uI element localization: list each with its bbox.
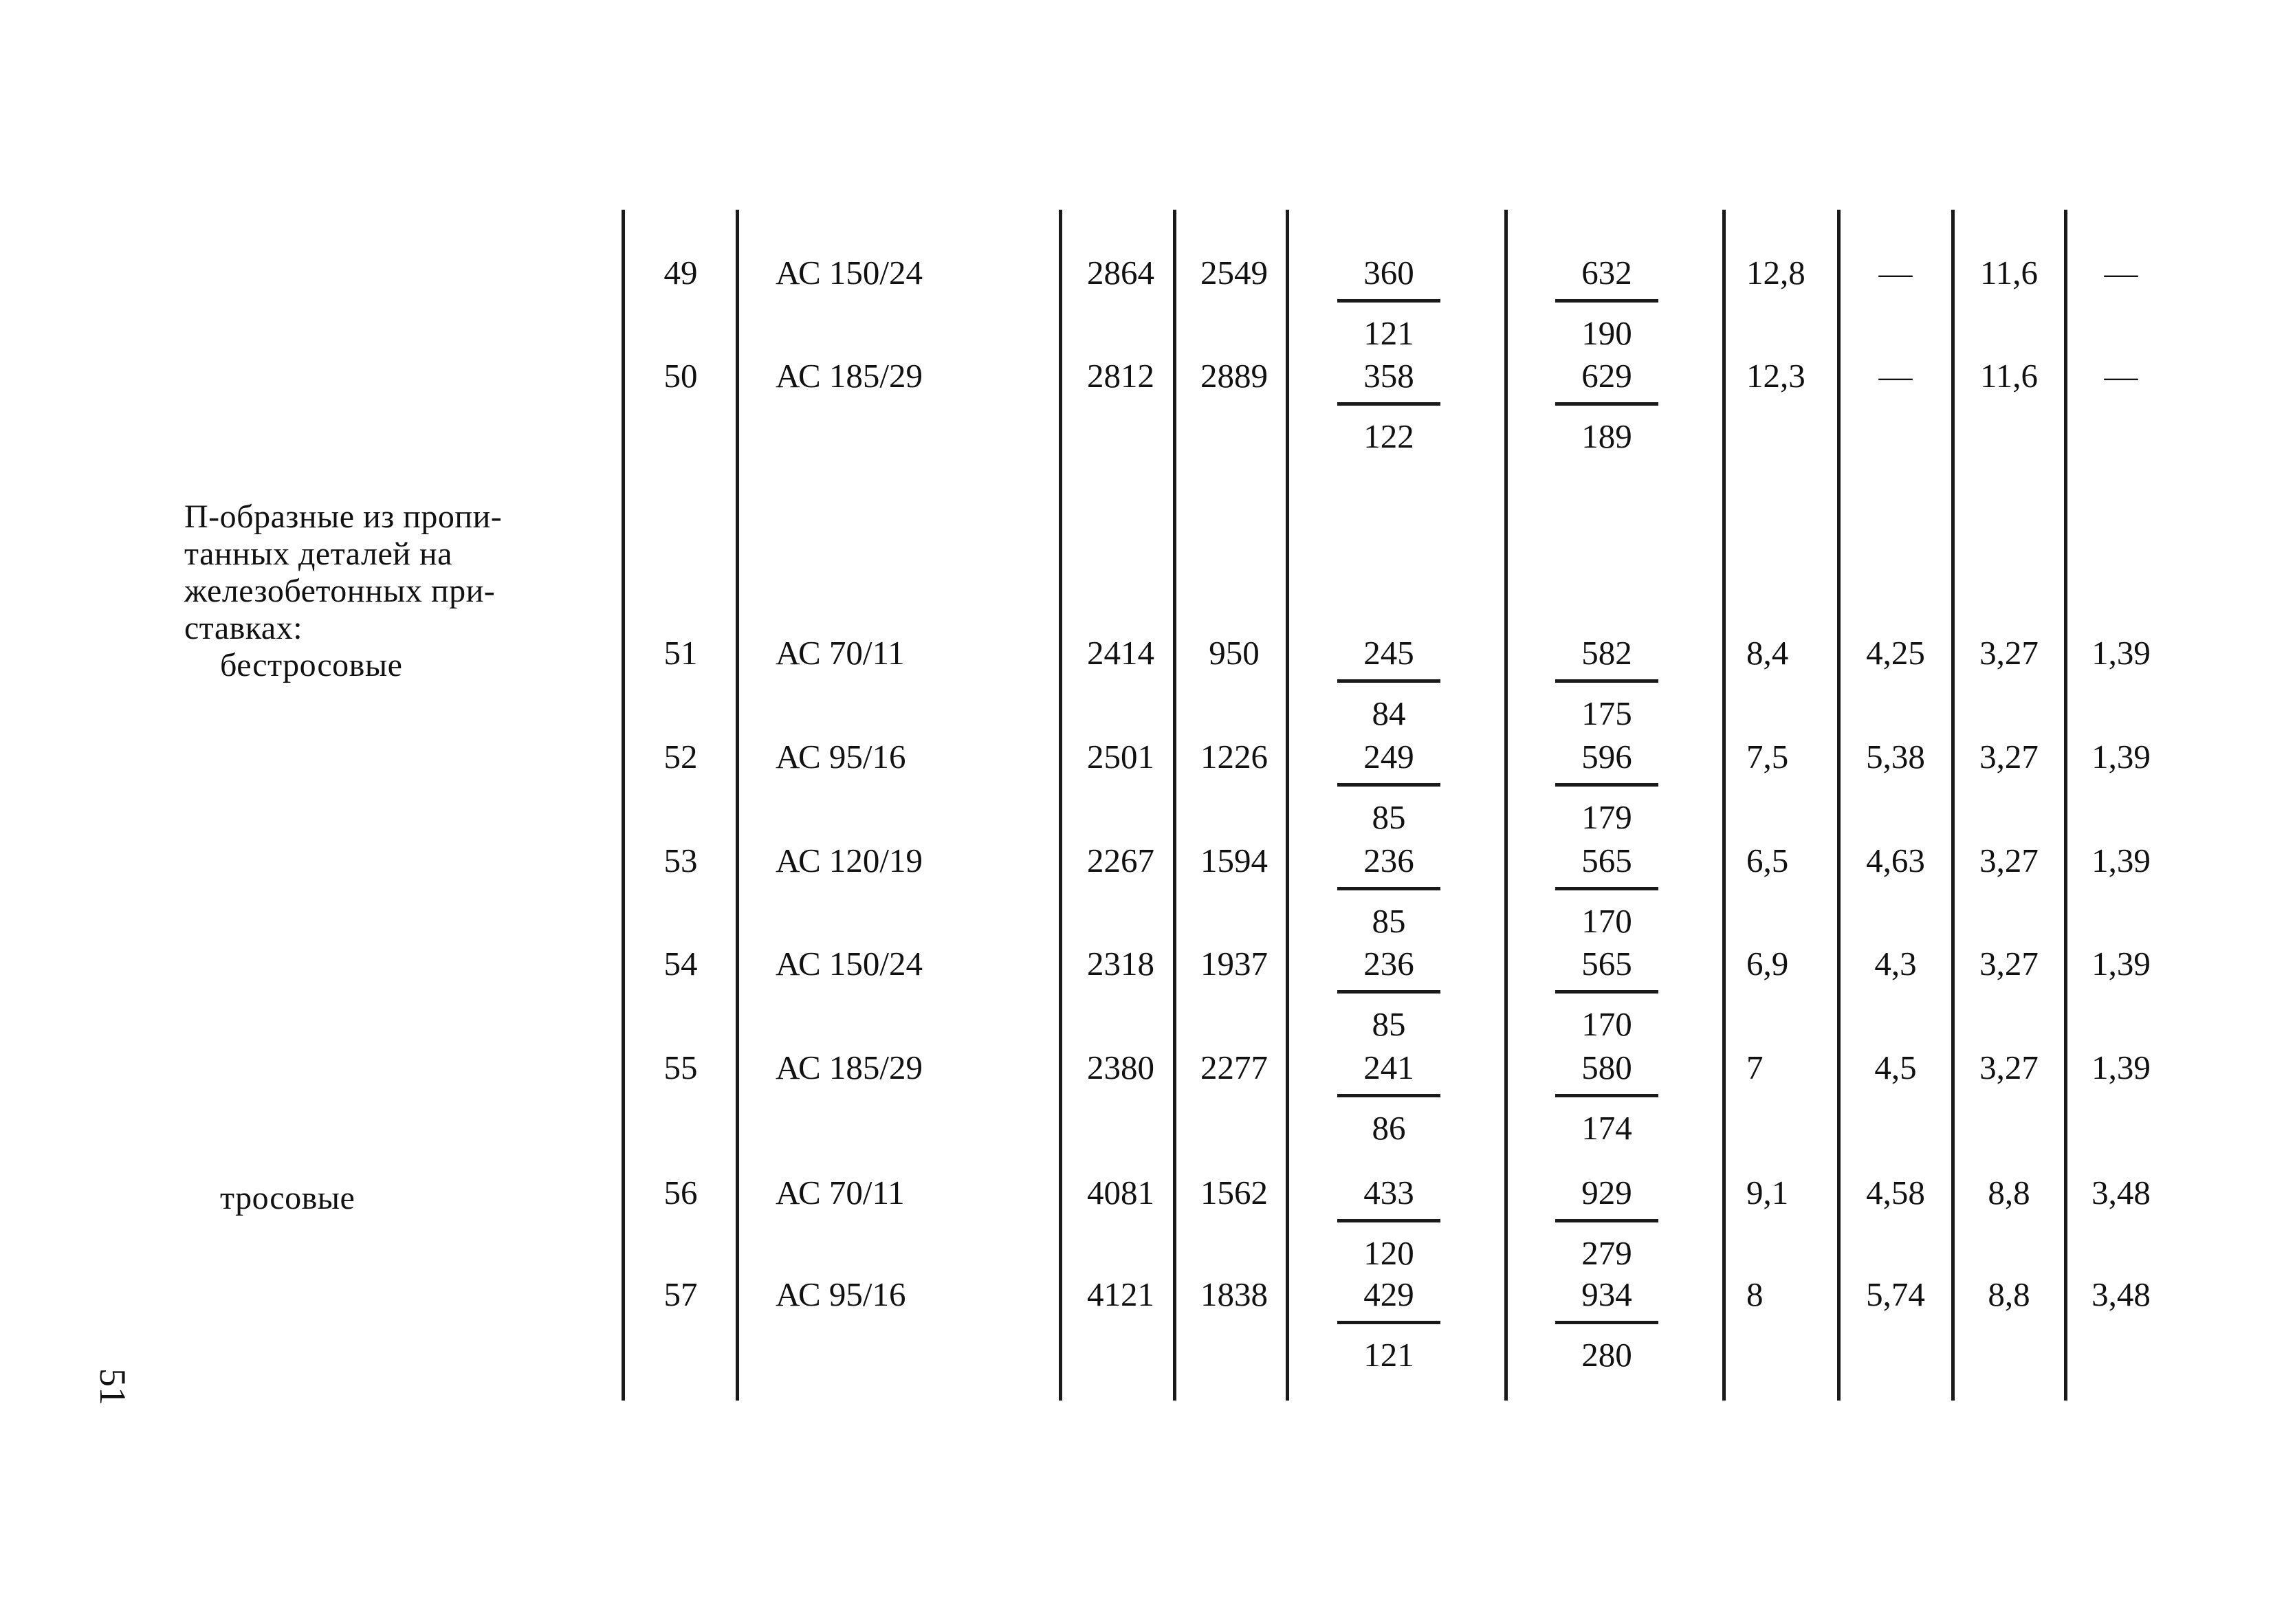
wire-grade: АС 185/29 bbox=[776, 1049, 923, 1086]
fraction-value bbox=[1555, 1051, 1658, 1145]
subgroup-untrossed: бестросовые bbox=[220, 647, 403, 683]
fraction-numerator: 582 bbox=[1555, 636, 1658, 683]
subgroup-trossed: тросовые bbox=[220, 1180, 355, 1216]
wire-grade: АС 120/19 bbox=[776, 842, 923, 879]
cell-value: 2414 bbox=[1087, 634, 1154, 672]
cell-value: 7 bbox=[1746, 1049, 1764, 1086]
column-rule bbox=[622, 210, 625, 1401]
fraction-denominator: 85 bbox=[1372, 798, 1406, 836]
fraction-denominator: 86 bbox=[1372, 1109, 1406, 1147]
page-number: 51 bbox=[92, 1368, 133, 1405]
row-number: 50 bbox=[663, 357, 698, 395]
cell-value: 8,8 bbox=[1988, 1275, 2030, 1313]
cell-value: 7,5 bbox=[1746, 738, 1789, 776]
cell-value: 2812 bbox=[1087, 357, 1154, 395]
column-rule bbox=[1286, 210, 1289, 1401]
fraction-value bbox=[1337, 1051, 1440, 1145]
fraction-numerator: 629 bbox=[1555, 359, 1658, 406]
cell-value: 4,25 bbox=[1866, 634, 1925, 672]
fraction-denominator: 120 bbox=[1363, 1234, 1414, 1272]
cell-value: 6,9 bbox=[1746, 945, 1789, 983]
fraction-denominator: 85 bbox=[1372, 1005, 1406, 1043]
column-rule bbox=[736, 210, 739, 1401]
cell-value: 2864 bbox=[1087, 254, 1154, 292]
cell-value: 950 bbox=[1209, 634, 1260, 672]
fraction-value bbox=[1555, 740, 1658, 834]
row-number: 51 bbox=[663, 634, 698, 672]
column-rule bbox=[1951, 210, 1955, 1401]
column-rule bbox=[1059, 210, 1062, 1401]
cell-value: 2549 bbox=[1200, 254, 1268, 292]
fraction-numerator: 929 bbox=[1555, 1176, 1658, 1222]
cell-value: 2380 bbox=[1087, 1049, 1154, 1086]
fraction-denominator: 190 bbox=[1581, 314, 1632, 352]
cell-value: 1937 bbox=[1200, 945, 1268, 983]
cell-value: 2889 bbox=[1200, 357, 1268, 395]
fraction-value bbox=[1555, 359, 1658, 453]
group-label bbox=[184, 498, 502, 684]
cell-value: 4081 bbox=[1087, 1174, 1154, 1211]
wire-grade: АС 70/11 bbox=[776, 634, 905, 672]
cell-value: 1226 bbox=[1200, 738, 1268, 776]
cell-value: 1,39 bbox=[2091, 945, 2151, 983]
column-rule bbox=[1837, 210, 1841, 1401]
cell-value: 2501 bbox=[1087, 738, 1154, 776]
fraction-value bbox=[1337, 636, 1440, 730]
fraction-value bbox=[1337, 359, 1440, 453]
row-number: 53 bbox=[663, 842, 698, 879]
cell-value: 3,27 bbox=[1979, 842, 2039, 879]
row-number: 52 bbox=[663, 738, 698, 776]
fraction-denominator: 170 bbox=[1581, 902, 1632, 940]
cell-value: 5,74 bbox=[1866, 1275, 1925, 1313]
fraction-value bbox=[1555, 1277, 1658, 1372]
fraction-numerator: 358 bbox=[1337, 359, 1440, 406]
cell-value: — bbox=[1878, 254, 1913, 292]
group-label-line: П-образные из пропи- bbox=[184, 498, 503, 535]
fraction-value bbox=[1337, 740, 1440, 834]
cell-value: 8,4 bbox=[1746, 634, 1789, 672]
group-label-line: ставках: bbox=[184, 610, 303, 646]
wire-grade: АС 185/29 bbox=[776, 357, 923, 395]
fraction-denominator: 122 bbox=[1363, 417, 1414, 455]
fraction-numerator: 934 bbox=[1555, 1277, 1658, 1324]
row-number: 49 bbox=[663, 254, 698, 292]
cell-value: 5,38 bbox=[1866, 738, 1925, 776]
cell-value: 12,3 bbox=[1746, 357, 1805, 395]
column-rule bbox=[1173, 210, 1176, 1401]
cell-value: 4,58 bbox=[1866, 1174, 1925, 1211]
fraction-numerator: 429 bbox=[1337, 1277, 1440, 1324]
cell-value: 3,27 bbox=[1979, 1049, 2039, 1086]
fraction-numerator: 360 bbox=[1337, 256, 1440, 303]
cell-value: 1562 bbox=[1200, 1174, 1268, 1211]
cell-value: 3,27 bbox=[1979, 738, 2039, 776]
group-label-line: железобетонных при- bbox=[184, 573, 496, 609]
column-rule bbox=[1722, 210, 1726, 1401]
wire-grade: АС 150/24 bbox=[776, 945, 923, 983]
fraction-denominator: 170 bbox=[1581, 1005, 1632, 1043]
cell-value: 1,39 bbox=[2091, 842, 2151, 879]
fraction-numerator: 565 bbox=[1555, 844, 1658, 890]
cell-value: 11,6 bbox=[1980, 357, 2038, 395]
fraction-value bbox=[1337, 256, 1440, 350]
fraction-denominator: 279 bbox=[1581, 1234, 1632, 1272]
cell-value: 3,48 bbox=[2091, 1174, 2151, 1211]
wire-grade: АС 70/11 bbox=[776, 1174, 905, 1211]
fraction-value bbox=[1337, 947, 1440, 1041]
fraction-value bbox=[1555, 256, 1658, 350]
group-label-line: танных деталей на bbox=[184, 536, 452, 572]
fraction-denominator: 175 bbox=[1581, 694, 1632, 732]
fraction-denominator: 121 bbox=[1363, 314, 1414, 352]
fraction-value bbox=[1555, 636, 1658, 730]
cell-value: 2267 bbox=[1087, 842, 1154, 879]
cell-value: 3,48 bbox=[2091, 1275, 2151, 1313]
row-number: 55 bbox=[663, 1049, 698, 1086]
cell-value: — bbox=[2104, 357, 2138, 395]
cell-value: 1594 bbox=[1200, 842, 1268, 879]
cell-value: 4,63 bbox=[1866, 842, 1925, 879]
cell-value: — bbox=[1878, 357, 1913, 395]
cell-value: 1838 bbox=[1200, 1275, 1268, 1313]
cell-value: 8 bbox=[1746, 1275, 1764, 1313]
fraction-numerator: 565 bbox=[1555, 947, 1658, 994]
fraction-denominator: 179 bbox=[1581, 798, 1632, 836]
cell-value: 3,27 bbox=[1979, 945, 2039, 983]
fraction-denominator: 85 bbox=[1372, 902, 1406, 940]
wire-grade: АС 150/24 bbox=[776, 254, 923, 292]
cell-value: — bbox=[2104, 254, 2138, 292]
cell-value: 9,1 bbox=[1746, 1174, 1789, 1211]
fraction-denominator: 280 bbox=[1581, 1336, 1632, 1374]
cell-value: 12,8 bbox=[1746, 254, 1805, 292]
fraction-denominator: 84 bbox=[1372, 694, 1406, 732]
fraction-value bbox=[1555, 1176, 1658, 1270]
fraction-value bbox=[1337, 844, 1440, 938]
fraction-value bbox=[1337, 1176, 1440, 1270]
fraction-denominator: 121 bbox=[1363, 1336, 1414, 1374]
cell-value: 8,8 bbox=[1988, 1174, 2030, 1211]
cell-value: 11,6 bbox=[1980, 254, 2038, 292]
cell-value: 4121 bbox=[1087, 1275, 1154, 1313]
cell-value: 1,39 bbox=[2091, 1049, 2151, 1086]
cell-value: 2318 bbox=[1087, 945, 1154, 983]
column-rule bbox=[1504, 210, 1508, 1401]
row-number: 54 bbox=[663, 945, 698, 983]
fraction-numerator: 249 bbox=[1337, 740, 1440, 787]
cell-value: 2277 bbox=[1200, 1049, 1268, 1086]
fraction-numerator: 580 bbox=[1555, 1051, 1658, 1097]
cell-value: 1,39 bbox=[2091, 634, 2151, 672]
fraction-denominator: 174 bbox=[1581, 1109, 1632, 1147]
cell-value: 3,27 bbox=[1979, 634, 2039, 672]
fraction-numerator: 241 bbox=[1337, 1051, 1440, 1097]
fraction-numerator: 596 bbox=[1555, 740, 1658, 787]
wire-grade: АС 95/16 bbox=[776, 738, 906, 776]
cell-value: 1,39 bbox=[2091, 738, 2151, 776]
fraction-numerator: 236 bbox=[1337, 844, 1440, 890]
cell-value: 4,5 bbox=[1874, 1049, 1917, 1086]
fraction-numerator: 245 bbox=[1337, 636, 1440, 683]
cell-value: 6,5 bbox=[1746, 842, 1789, 879]
fraction-value bbox=[1555, 947, 1658, 1041]
fraction-value bbox=[1555, 844, 1658, 938]
fraction-numerator: 433 bbox=[1337, 1176, 1440, 1222]
column-rule bbox=[2064, 210, 2067, 1401]
row-number: 57 bbox=[663, 1275, 698, 1313]
row-number: 56 bbox=[663, 1174, 698, 1211]
cell-value: 4,3 bbox=[1874, 945, 1917, 983]
fraction-denominator: 189 bbox=[1581, 417, 1632, 455]
fraction-numerator: 632 bbox=[1555, 256, 1658, 303]
fraction-numerator: 236 bbox=[1337, 947, 1440, 994]
wire-grade: АС 95/16 bbox=[776, 1275, 906, 1313]
fraction-value bbox=[1337, 1277, 1440, 1372]
